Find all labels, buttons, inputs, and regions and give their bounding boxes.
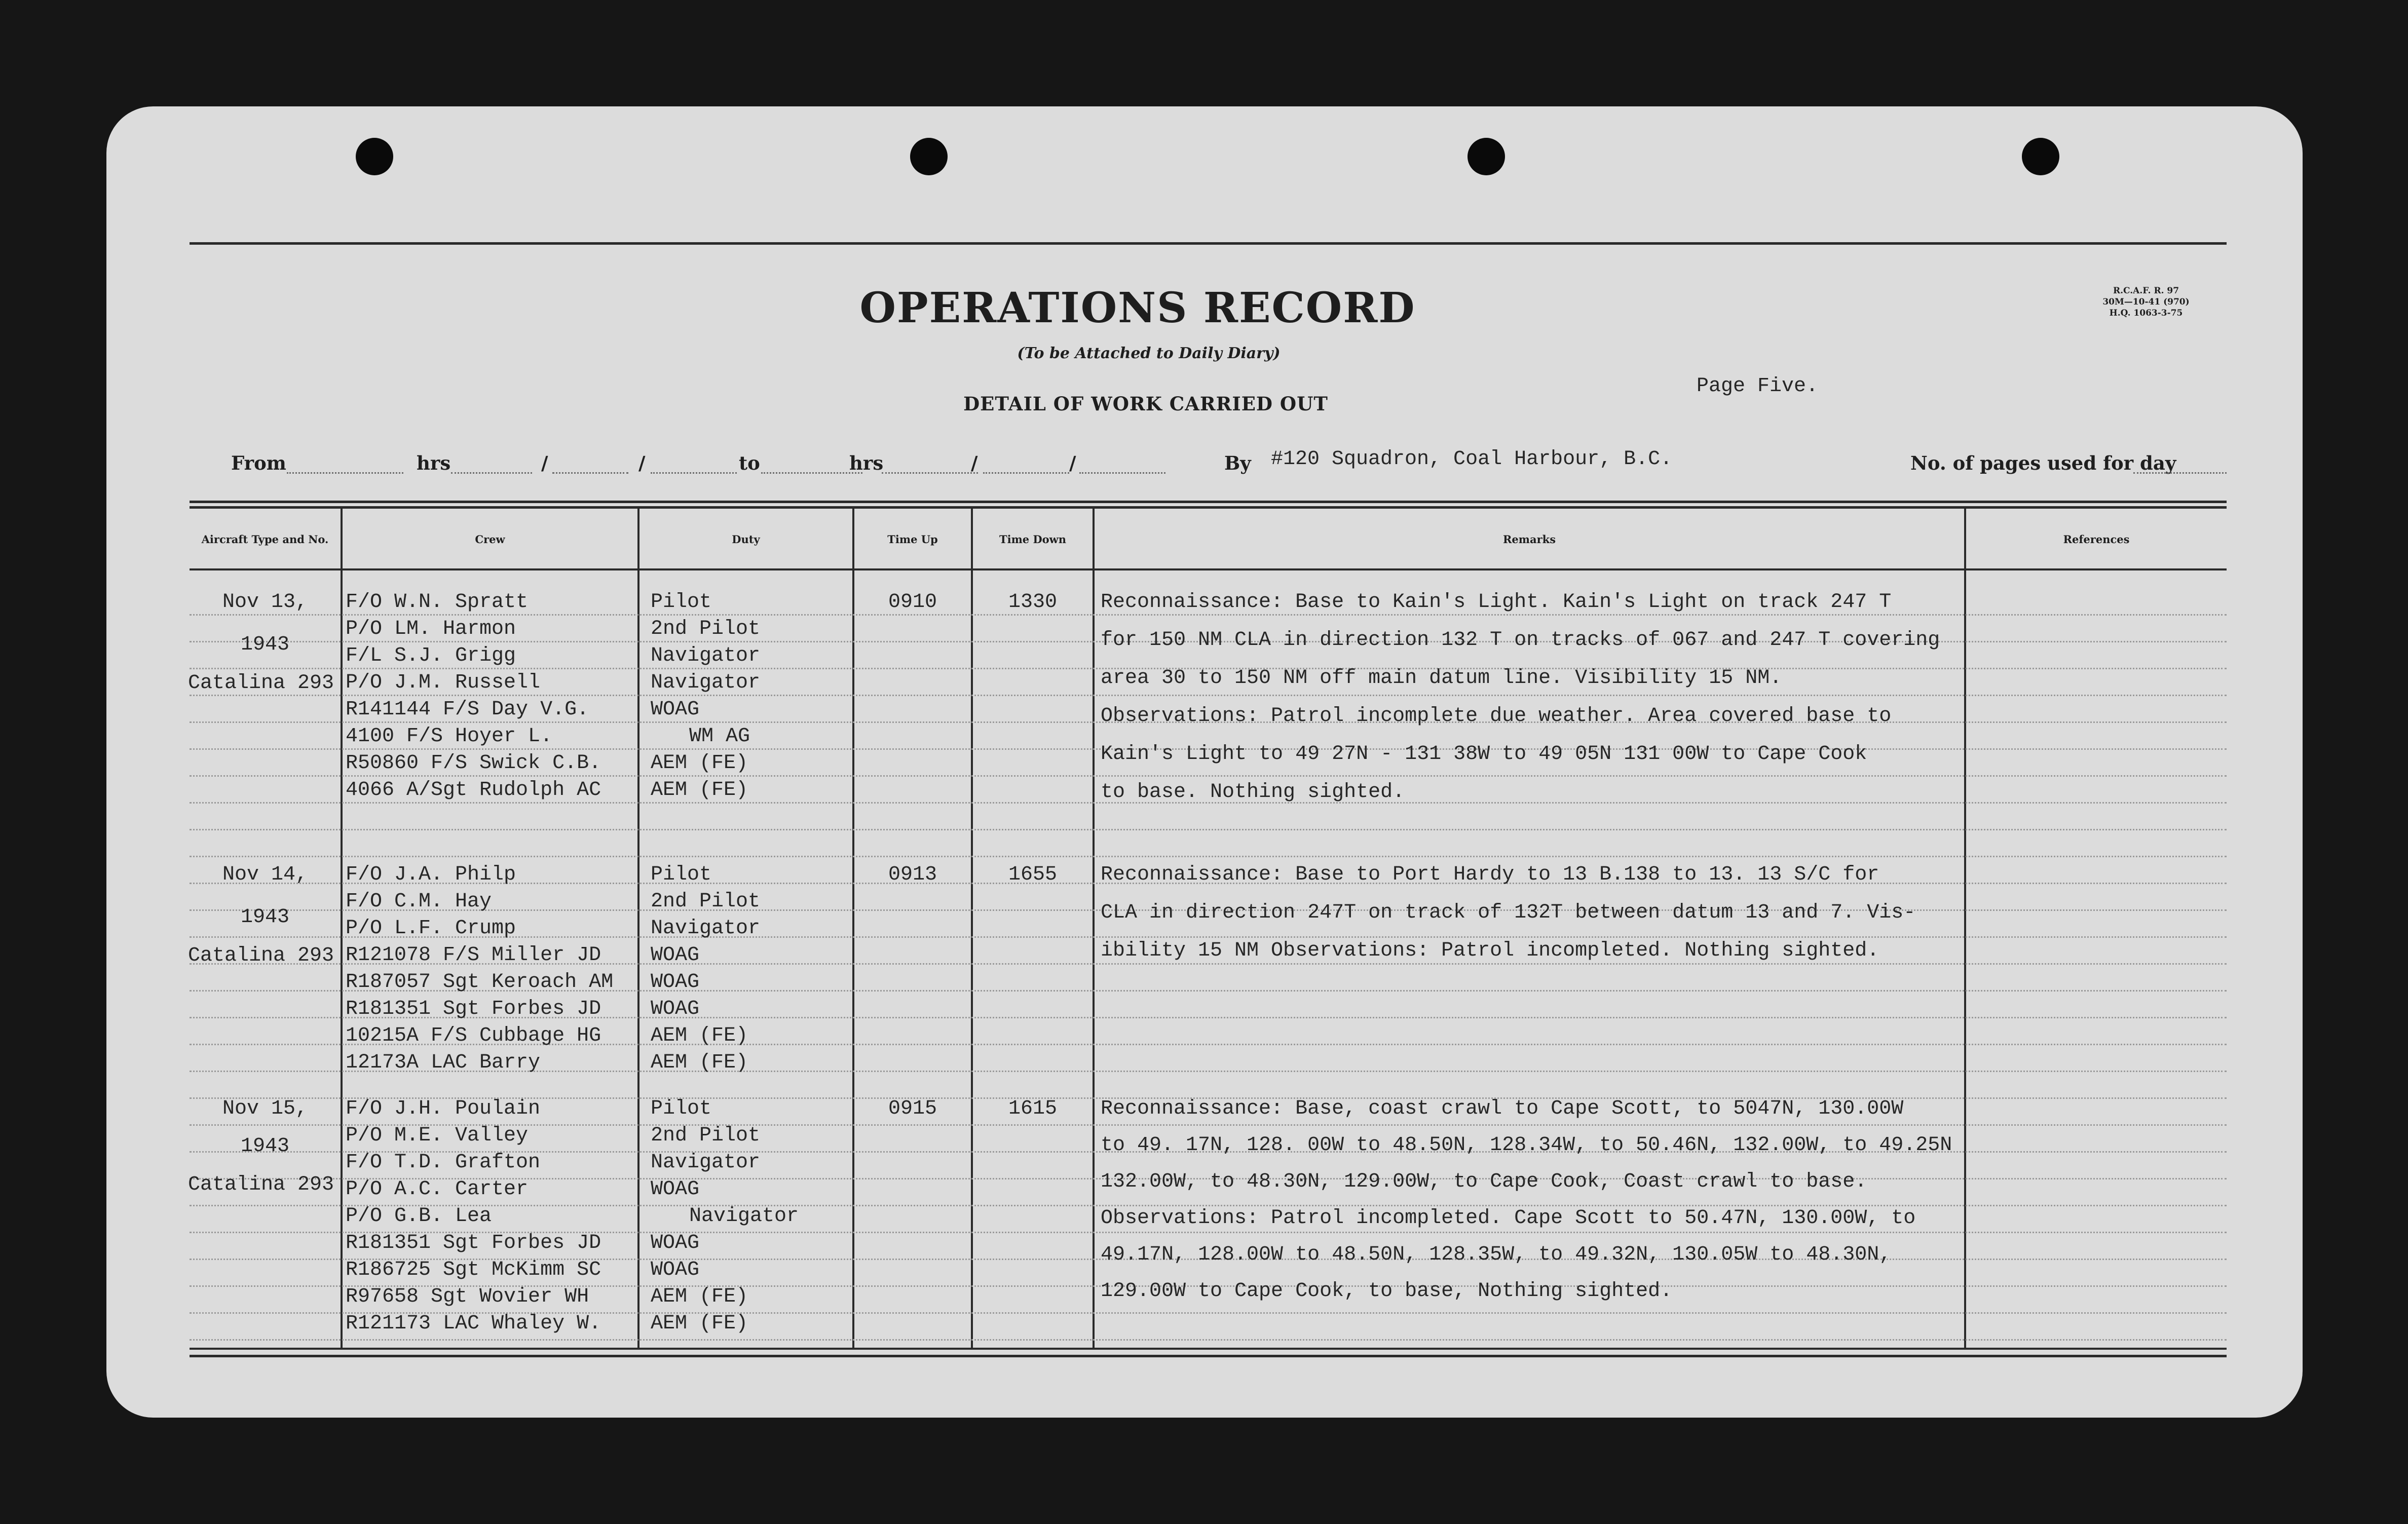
crew-member: F/O T.D. Grafton	[346, 1151, 541, 1174]
column-header-crew: Crew	[475, 533, 505, 546]
entry-time-up: 0913	[888, 863, 937, 886]
header-bottom-rule	[190, 568, 2227, 570]
crew-member: R141144 F/S Day V.G.	[346, 698, 589, 721]
column-header-references: References	[2063, 533, 2130, 546]
crew-member: 4066 A/Sgt Rudolph AC	[346, 779, 601, 802]
entry-time-up: 0915	[888, 1097, 937, 1120]
entry-date: Nov 13,	[222, 591, 308, 614]
slash-separator: /	[971, 452, 978, 474]
table-top-rule	[190, 506, 2227, 509]
remarks-line: 132.00W, to 48.30N, 129.00W, to Cape Cook, Coast crawl to base.	[1101, 1170, 1867, 1193]
entry-aircraft: Catalina 293	[187, 944, 334, 967]
crew-member: R121078 F/S Miller JD	[346, 944, 601, 967]
crew-member: P/O LM. Harmon	[346, 618, 516, 640]
to-field-line	[761, 472, 862, 474]
punch-hole	[356, 138, 393, 175]
form-number-line: H.Q. 1063-3-75	[2109, 308, 2183, 318]
ruled-line	[190, 775, 2227, 777]
column-divider	[971, 509, 973, 1348]
crew-member: P/O A.C. Carter	[346, 1178, 529, 1201]
column-header-aircraft: Aircraft Type and No.	[201, 533, 329, 546]
crew-member: R187057 Sgt Keroach AM	[346, 971, 614, 994]
crew-member: F/O J.A. Philp	[346, 863, 516, 886]
remarks-line: to base. Nothing sighted.	[1101, 781, 1405, 804]
entry-date: Nov 15,	[222, 1097, 308, 1120]
date-field-line	[882, 472, 978, 474]
crew-duty: Navigator	[651, 644, 761, 667]
ruled-line	[190, 856, 2227, 857]
date-field-line	[451, 472, 532, 474]
ruled-line	[190, 1205, 2227, 1206]
form-number	[2078, 285, 2214, 319]
entry-aircraft: Catalina 293	[187, 1173, 334, 1196]
crew-duty: WOAG	[651, 698, 700, 721]
crew-member: R181351 Sgt Forbes JD	[346, 1232, 601, 1254]
crew-duty: WOAG	[651, 1178, 700, 1201]
crew-member: F/O W.N. Spratt	[346, 591, 529, 614]
ruled-line	[190, 614, 2227, 616]
punch-hole	[910, 138, 948, 175]
crew-member: R97658 Sgt Wovier WH	[346, 1285, 589, 1308]
remarks-line: 129.00W to Cape Cook, to base, Nothing sighted.	[1101, 1280, 1673, 1303]
remarks-line: CLA in direction 247T on track of 132T between datum 13 and 7. Vis-	[1101, 901, 1916, 924]
crew-duty: Pilot	[651, 591, 712, 614]
slash-separator: /	[1069, 452, 1076, 474]
page-title: OPERATIONS RECORD	[859, 284, 1416, 332]
entry-time-down: 1330	[1008, 591, 1057, 614]
crew-member: P/O L.F. Crump	[346, 917, 516, 940]
punch-hole	[1468, 138, 1505, 175]
column-divider	[1093, 509, 1095, 1348]
entry-year: 1943	[240, 1135, 289, 1158]
column-header-duty: Duty	[732, 533, 760, 546]
crew-duty: 2nd Pilot	[651, 1124, 761, 1147]
crew-duty: AEM (FE)	[651, 752, 748, 775]
form-number-line: R.C.A.F. R. 97	[2113, 286, 2179, 296]
column-header-time-up: Time Up	[887, 533, 938, 546]
crew-duty: Pilot	[651, 863, 712, 886]
crew-member: F/L S.J. Grigg	[346, 644, 516, 667]
remarks-line: Observations: Patrol incompleted. Cape Scott to 50.47N, 130.00W, to	[1101, 1207, 1916, 1230]
crew-member: F/O C.M. Hay	[346, 890, 492, 913]
crew-member: R121173 LAC Whaley W.	[346, 1312, 601, 1335]
from-label: From	[231, 452, 286, 474]
remarks-line: Reconnaissance: Base to Port Hardy to 13 B.138 to 13. 13 S/C for	[1101, 863, 1879, 886]
crew-duty: Navigator	[689, 1205, 799, 1228]
remarks-line: to 49. 17N, 128. 00W to 48.50N, 128.34W, to 50.46N, 132.00W, to 49.25N	[1101, 1134, 1952, 1157]
table-bottom-rule	[190, 1355, 2227, 1357]
remarks-line: Kain's Light to 49 27N - 131 38W to 49 05N 131 00W to Cape Cook	[1101, 743, 1867, 766]
remarks-line: for 150 NM CLA in direction 132 T on tracks of 067 and 247 T covering	[1101, 629, 1940, 652]
by-label: By	[1224, 452, 1251, 474]
crew-member: F/O J.H. Poulain	[346, 1097, 541, 1120]
ruled-line	[190, 1339, 2227, 1341]
column-divider	[341, 509, 343, 1348]
to-label: to	[739, 452, 760, 474]
remarks-line: Observations: Patrol incomplete due weather. Area covered base to	[1101, 705, 1892, 728]
crew-duty: WOAG	[651, 1232, 700, 1254]
crew-member: R186725 Sgt McKimm SC	[346, 1259, 601, 1281]
from-field-line	[287, 472, 403, 474]
crew-duty: AEM (FE)	[651, 1024, 748, 1047]
page-subtitle: (To be Attached to Daily Diary)	[1017, 345, 1281, 362]
entry-time-down: 1615	[1008, 1097, 1057, 1120]
table-bottom-rule	[190, 1348, 2227, 1350]
crew-duty: Navigator	[651, 1151, 761, 1174]
crew-member: 12173A LAC Barry	[346, 1051, 541, 1074]
crew-member: R50860 F/S Swick C.B.	[346, 752, 601, 775]
entry-time-up: 0910	[888, 591, 937, 614]
crew-duty: Pilot	[651, 1097, 712, 1120]
date-field-line	[552, 472, 628, 474]
crew-duty: 2nd Pilot	[651, 618, 761, 640]
crew-duty: AEM (FE)	[651, 1285, 748, 1308]
column-divider	[852, 509, 854, 1348]
column-divider	[637, 509, 639, 1348]
slash-separator: /	[541, 452, 548, 474]
crew-member: 10215A F/S Cubbage HG	[346, 1024, 601, 1047]
entry-time-down: 1655	[1008, 863, 1057, 886]
crew-duty: WOAG	[651, 944, 700, 967]
hrs2-label: hrs	[849, 452, 884, 474]
punch-hole	[2022, 138, 2059, 175]
crew-duty: 2nd Pilot	[651, 890, 761, 913]
pages-field-line	[2133, 472, 2227, 474]
hrs-label: hrs	[417, 452, 451, 474]
crew-member: P/O J.M. Russell	[346, 671, 541, 694]
by-value: #120 Squadron, Coal Harbour, B.C.	[1271, 448, 1673, 471]
crew-duty: AEM (FE)	[651, 1312, 748, 1335]
ruled-line	[190, 829, 2227, 830]
crew-duty: WOAG	[651, 971, 700, 994]
crew-duty: WOAG	[651, 998, 700, 1020]
operations-record-card	[106, 106, 2303, 1418]
remarks-line: area 30 to 150 NM off main datum line. Visibility 15 NM.	[1101, 667, 1782, 690]
crew-duty: WOAG	[651, 1259, 700, 1281]
crew-member: P/O G.B. Lea	[346, 1205, 492, 1228]
remarks-line: 49.17N, 128.00W to 48.50N, 128.35W, to 49.32N, 130.05W to 48.30N,	[1101, 1243, 1892, 1266]
entry-date: Nov 14,	[222, 863, 308, 886]
crew-member: 4100 F/S Hoyer L.	[346, 725, 553, 748]
crew-duty: Navigator	[651, 671, 761, 694]
form-number-line: 30M—10-41 (970)	[2102, 297, 2190, 307]
table-top-rule	[190, 501, 2227, 503]
ruled-line	[190, 695, 2227, 696]
entry-year: 1943	[240, 633, 289, 656]
entry-aircraft: Catalina 293	[187, 672, 334, 695]
crew-duty: WM AG	[689, 725, 750, 748]
date-field-line	[1079, 472, 1165, 474]
column-header-remarks: Remarks	[1502, 533, 1556, 546]
date-field-line	[651, 472, 737, 474]
crew-duty: Navigator	[651, 917, 761, 940]
column-divider	[1964, 509, 1966, 1348]
remarks-line: ibility 15 NM Observations: Patrol incompleted. Nothing sighted.	[1101, 939, 1879, 962]
crew-member: R181351 Sgt Forbes JD	[346, 998, 601, 1020]
crew-member: P/O M.E. Valley	[346, 1124, 529, 1147]
crew-duty: AEM (FE)	[651, 779, 748, 802]
top-rule	[190, 242, 2227, 245]
slash-separator: /	[638, 452, 646, 474]
column-header-time-down: Time Down	[999, 533, 1067, 546]
remarks-line: Reconnaissance: Base to Kain's Light. Kain's Light on track 247 T	[1101, 591, 1892, 614]
remarks-line: Reconnaissance: Base, coast crawl to Cape Scott, to 5047N, 130.00W	[1101, 1097, 1904, 1120]
date-field-line	[983, 472, 1069, 474]
page-note: Page Five.	[1697, 375, 1819, 398]
pages-label: No. of pages used for day	[1910, 452, 2176, 474]
entry-year: 1943	[240, 906, 289, 929]
crew-duty: AEM (FE)	[651, 1051, 748, 1074]
section-heading: DETAIL OF WORK CARRIED OUT	[963, 393, 1328, 415]
